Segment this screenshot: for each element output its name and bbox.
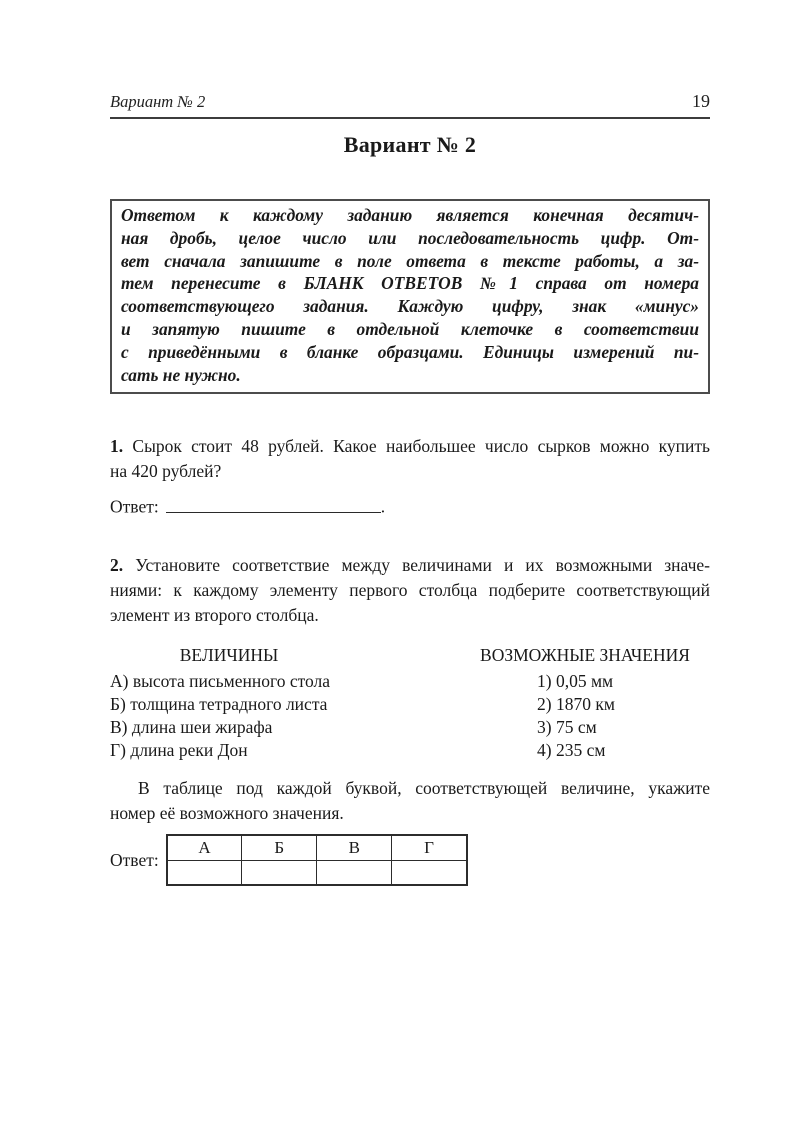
quantity-item: А) высота письменного стола — [110, 671, 331, 691]
question-1-number: 1. — [110, 436, 124, 457]
instruction-line: вет сначала запишите в поле ответа в тексте работы, а за- — [121, 250, 699, 271]
value-item: 3) 75 см — [537, 717, 597, 737]
question-2-line: элемент из второго столбца. — [110, 605, 319, 625]
answer-table-header-cell: Б — [242, 835, 317, 860]
answer-table-input-cell — [392, 860, 467, 885]
q1-answer-label: Ответ: — [110, 497, 159, 517]
instruction-line: Ответом к каждому заданию является конечная десятич- — [121, 205, 699, 225]
answer-table-header-row — [167, 835, 467, 860]
quantity-item: В) длина шеи жирафа — [110, 717, 273, 737]
answer-table-header-cell: Г — [392, 835, 467, 860]
value-item: 2) 1870 км — [537, 694, 615, 714]
question-2-line: ниями: к каждому элементу первого столбца подберите соответствующий — [110, 580, 710, 600]
value-item: 4) 235 см — [537, 740, 606, 760]
q2-answer-label: Ответ: — [110, 849, 159, 870]
note-line: номер её возможного значения. — [110, 803, 344, 823]
instruction-line: тем перенесите в БЛАНК ОТВЕТОВ №1 справа от номера — [121, 273, 699, 294]
instruction-line: с приведёнными в бланке образцами. Единицы измерений пи- — [121, 341, 699, 362]
answer-table-input-cell — [167, 860, 242, 885]
quantities-header: ВЕЛИЧИНЫ — [179, 645, 279, 665]
answer-table-header-cell: А — [167, 835, 242, 860]
answer-table-input-row — [167, 860, 467, 885]
quantity-item: Г) длина реки Дон — [110, 740, 248, 760]
question-2 — [110, 553, 710, 628]
answer-table — [166, 834, 468, 886]
q2-answer-area — [110, 834, 710, 886]
note-paragraph — [110, 776, 710, 826]
value-item: 1) 0,05 мм — [537, 671, 614, 691]
question-1-line: на 420 рублей? — [110, 461, 222, 482]
instruction-line: сать не нужно. — [121, 364, 241, 385]
question-1-text: Сырок стоит 48 рублей. Какое наибольшее число сырков можно купить — [132, 436, 710, 457]
answer-table-input-cell — [317, 860, 392, 885]
instruction-line: соответствующего задания. Каждую цифру, знак «минус» — [121, 296, 699, 317]
running-head — [110, 91, 710, 119]
quantities-column — [110, 644, 460, 762]
values-header: ВОЗМОЖНЫЕ ЗНАЧЕНИЯ — [480, 645, 690, 665]
instruction-box — [110, 199, 710, 394]
running-head-title: Вариант № 2 — [110, 92, 206, 111]
quantity-item: Б) толщина тетрадного листа — [110, 694, 328, 714]
q1-answer-period: . — [380, 497, 386, 517]
question-2-line — [110, 553, 710, 578]
q1-answer-blank — [166, 496, 381, 513]
answer-table-input-cell — [242, 860, 317, 885]
match-columns — [110, 644, 710, 762]
page-content — [110, 0, 710, 886]
question-2-text: Установите соответствие между величинами и их возможными значе- — [135, 555, 710, 575]
question-2-number: 2. — [110, 555, 124, 575]
question-1-line — [110, 434, 710, 459]
answer-table-header-cell: В — [317, 835, 392, 860]
instruction-line: ная дробь, целое число или последовательность цифр. От- — [121, 227, 699, 248]
instruction-line: и запятую пишите в отдельной клеточке в соответствии — [121, 318, 699, 339]
values-column — [460, 644, 710, 762]
question-1 — [110, 434, 710, 484]
page-number: 19 — [692, 91, 710, 111]
q1-answer-line — [110, 496, 710, 518]
page-title: Вариант № 2 — [343, 132, 477, 157]
note-line: В таблице под каждой буквой, соответствующей величине, укажите — [138, 778, 710, 798]
